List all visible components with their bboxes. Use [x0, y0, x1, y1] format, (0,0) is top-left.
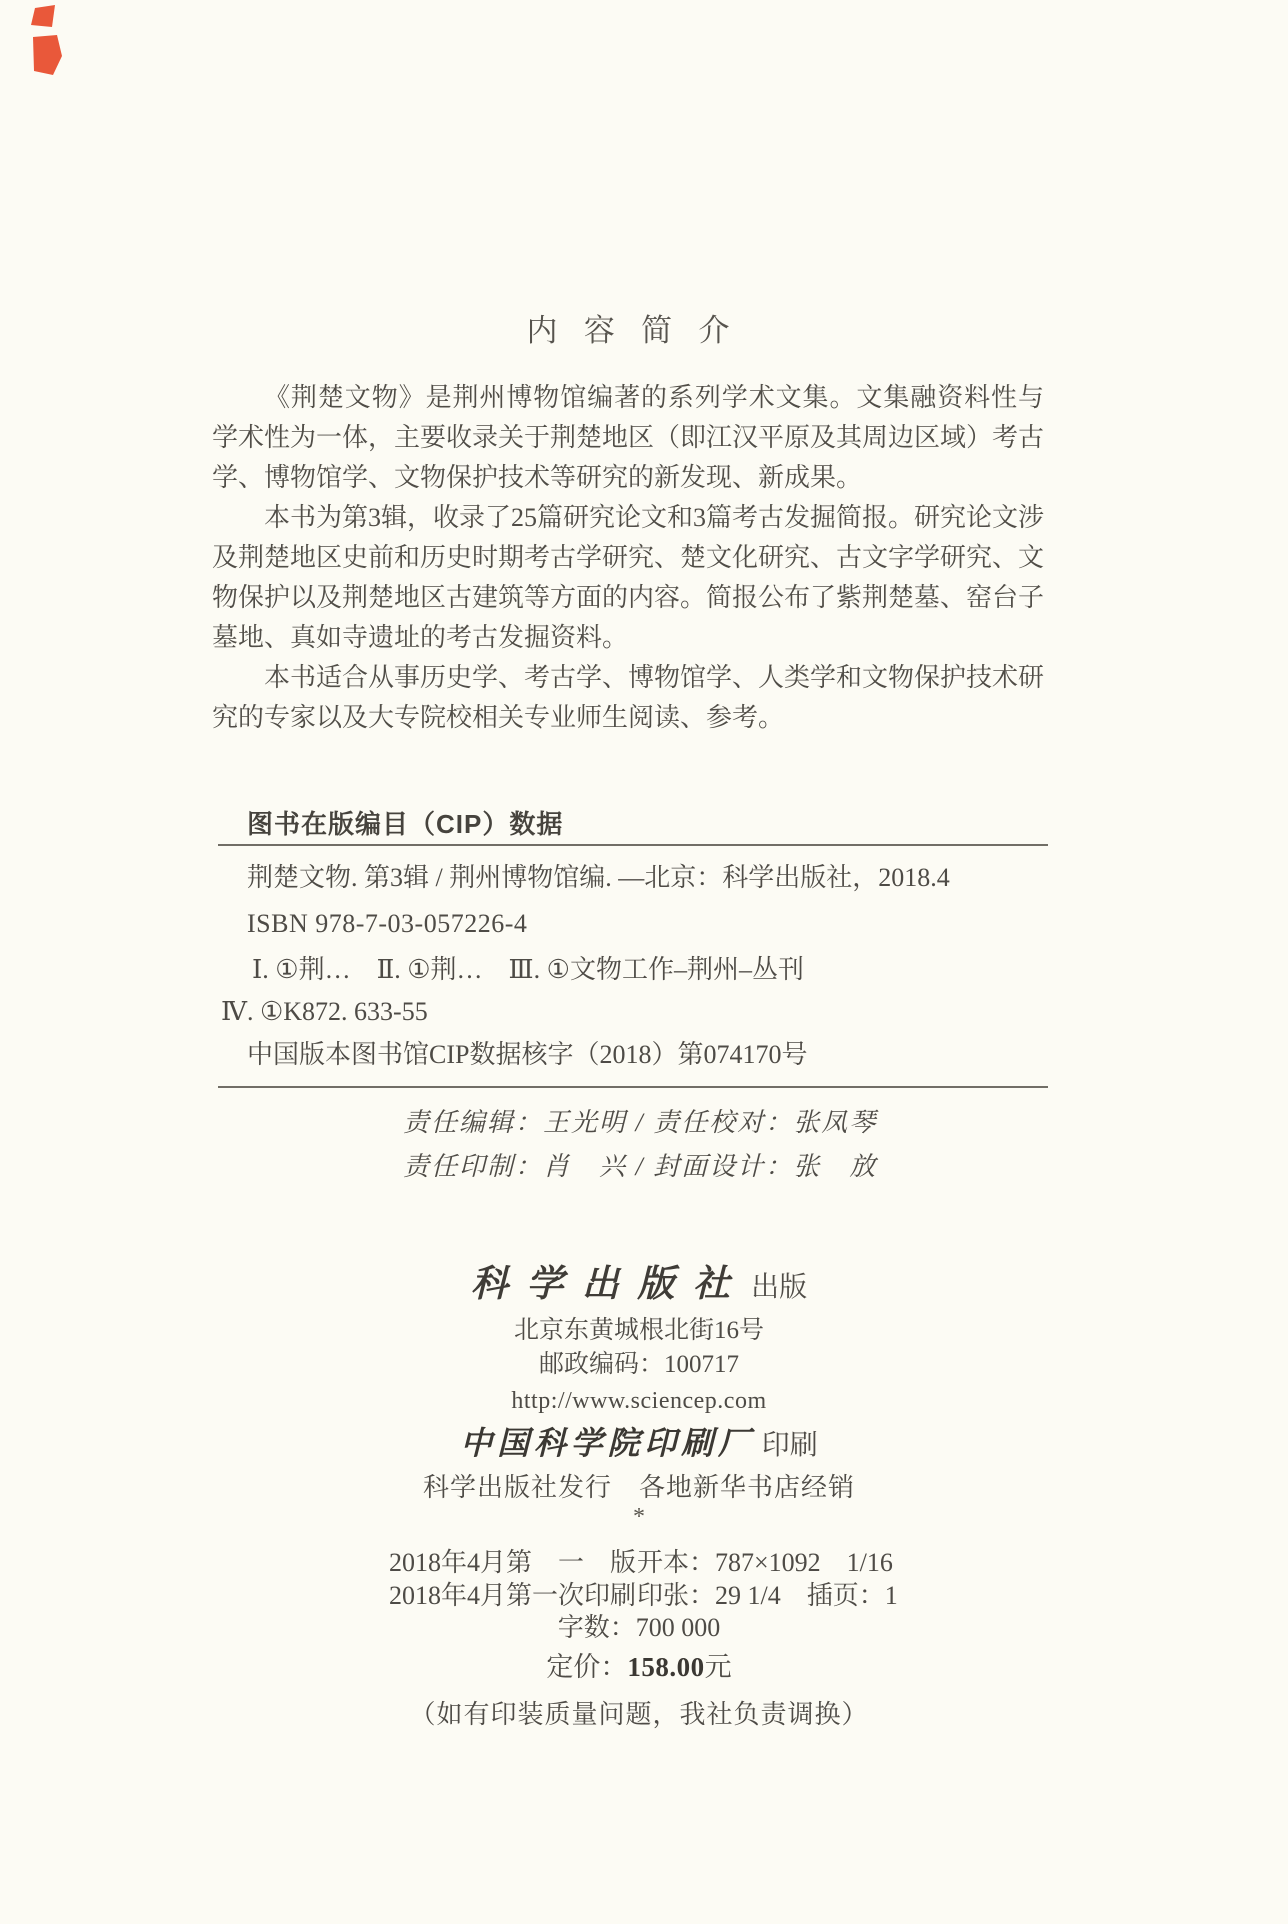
- cip-rule-bottom: [218, 1086, 1048, 1088]
- printer-name: 中国科学院印刷厂: [460, 1425, 755, 1461]
- cip-bib-line: 荆楚文物. 第3辑 / 荆州博物馆编. —北京：科学出版社，2018.4: [247, 863, 950, 892]
- cip-heading: 图书在版编目（CIP）数据: [247, 809, 564, 839]
- intro-line: 墓地、真如寺遗址的考古发掘资料。: [212, 623, 629, 652]
- printer-line: [0, 1422, 1278, 1467]
- quality-notice-line: （如有印装质量问题，我社负责调换）: [409, 1700, 869, 1729]
- red-edge-marks: [22, 2, 72, 87]
- publisher-postcode: 邮政编码：100717: [538, 1351, 739, 1378]
- intro-line: 学、博物馆学、文物保护技术等研究的新发现、新成果。: [212, 463, 863, 492]
- publisher-imprint-line: [0, 1264, 1278, 1309]
- staff-design-line: 责任印制：肖 兴 / 封面设计：张 放: [403, 1152, 878, 1181]
- distribution-line: 科学出版社发行 各地新华书店经销: [422, 1473, 855, 1502]
- cip-record-line: 中国版本图书馆CIP数据核字（2018）第074170号: [247, 1040, 808, 1069]
- publish-label: 出版: [751, 1272, 808, 1303]
- price-value: 158.00: [627, 1652, 705, 1682]
- intro-heading: 内容简介: [526, 313, 756, 348]
- separator-star: *: [633, 1504, 645, 1530]
- intro-line: 学术性为一体，主要收录关于荆楚地区（即江汉平原及其周边区域）考古: [212, 423, 1044, 452]
- price-label: 定价：: [546, 1652, 628, 1682]
- intro-line: 究的专家以及大专院校相关专业师生阅读、参考。: [212, 703, 785, 732]
- cip-isbn-line: ISBN 978-7-03-057226-4: [247, 909, 528, 938]
- word-count-line: 字数：700 000: [557, 1613, 721, 1642]
- intro-line: 本书适合从事历史学、考古学、博物馆学、人类学和文物保护技术研: [264, 663, 1044, 692]
- publisher-address: 北京东黄城根北街16号: [513, 1317, 764, 1344]
- intro-text: [212, 378, 1044, 738]
- staff-editors-line: 责任编辑：王光明 / 责任校对：张凤琴: [403, 1108, 878, 1137]
- print-label: 印刷: [761, 1430, 818, 1461]
- cip-number-line: Ⅳ. ①K872. 633-55: [221, 997, 428, 1026]
- intro-line: 本书为第3辑，收录了25篇研究论文和3篇考古发掘简报。研究论文涉: [264, 503, 1044, 532]
- cip-rule-top: [218, 844, 1048, 846]
- edition-text: 2018年4月第 一 版: [389, 1548, 637, 1577]
- price-line: [0, 1650, 1278, 1684]
- intro-line: 《荆楚文物》是荆州博物馆编著的系列学术文集。文集融资料性与: [264, 383, 1044, 412]
- intro-line: 物保护以及荆楚地区古建筑等方面的内容。简报公布了紫荆楚墓、窑台子: [212, 583, 1044, 612]
- impression-row: [0, 1579, 1288, 1615]
- intro-line: 及荆楚地区史前和历史时期考古学研究、楚文化研究、古文字学研究、文: [212, 543, 1044, 572]
- sheets-text: 印张：29 1/4 插页：1: [637, 1581, 898, 1610]
- price-unit: 元: [704, 1652, 732, 1682]
- cip-class-line: Ⅰ. ①荆… Ⅱ. ①荆… Ⅲ. ①文物工作–荆州–丛刊: [252, 955, 804, 984]
- publisher-name: 科学出版社: [470, 1264, 749, 1305]
- edition-row: [0, 1546, 1288, 1582]
- impression-text: 2018年4月第一次印刷: [389, 1581, 637, 1610]
- publisher-website: http://www.sciencep.com: [511, 1388, 767, 1414]
- format-text: 开本：787×1092 1/16: [637, 1548, 893, 1577]
